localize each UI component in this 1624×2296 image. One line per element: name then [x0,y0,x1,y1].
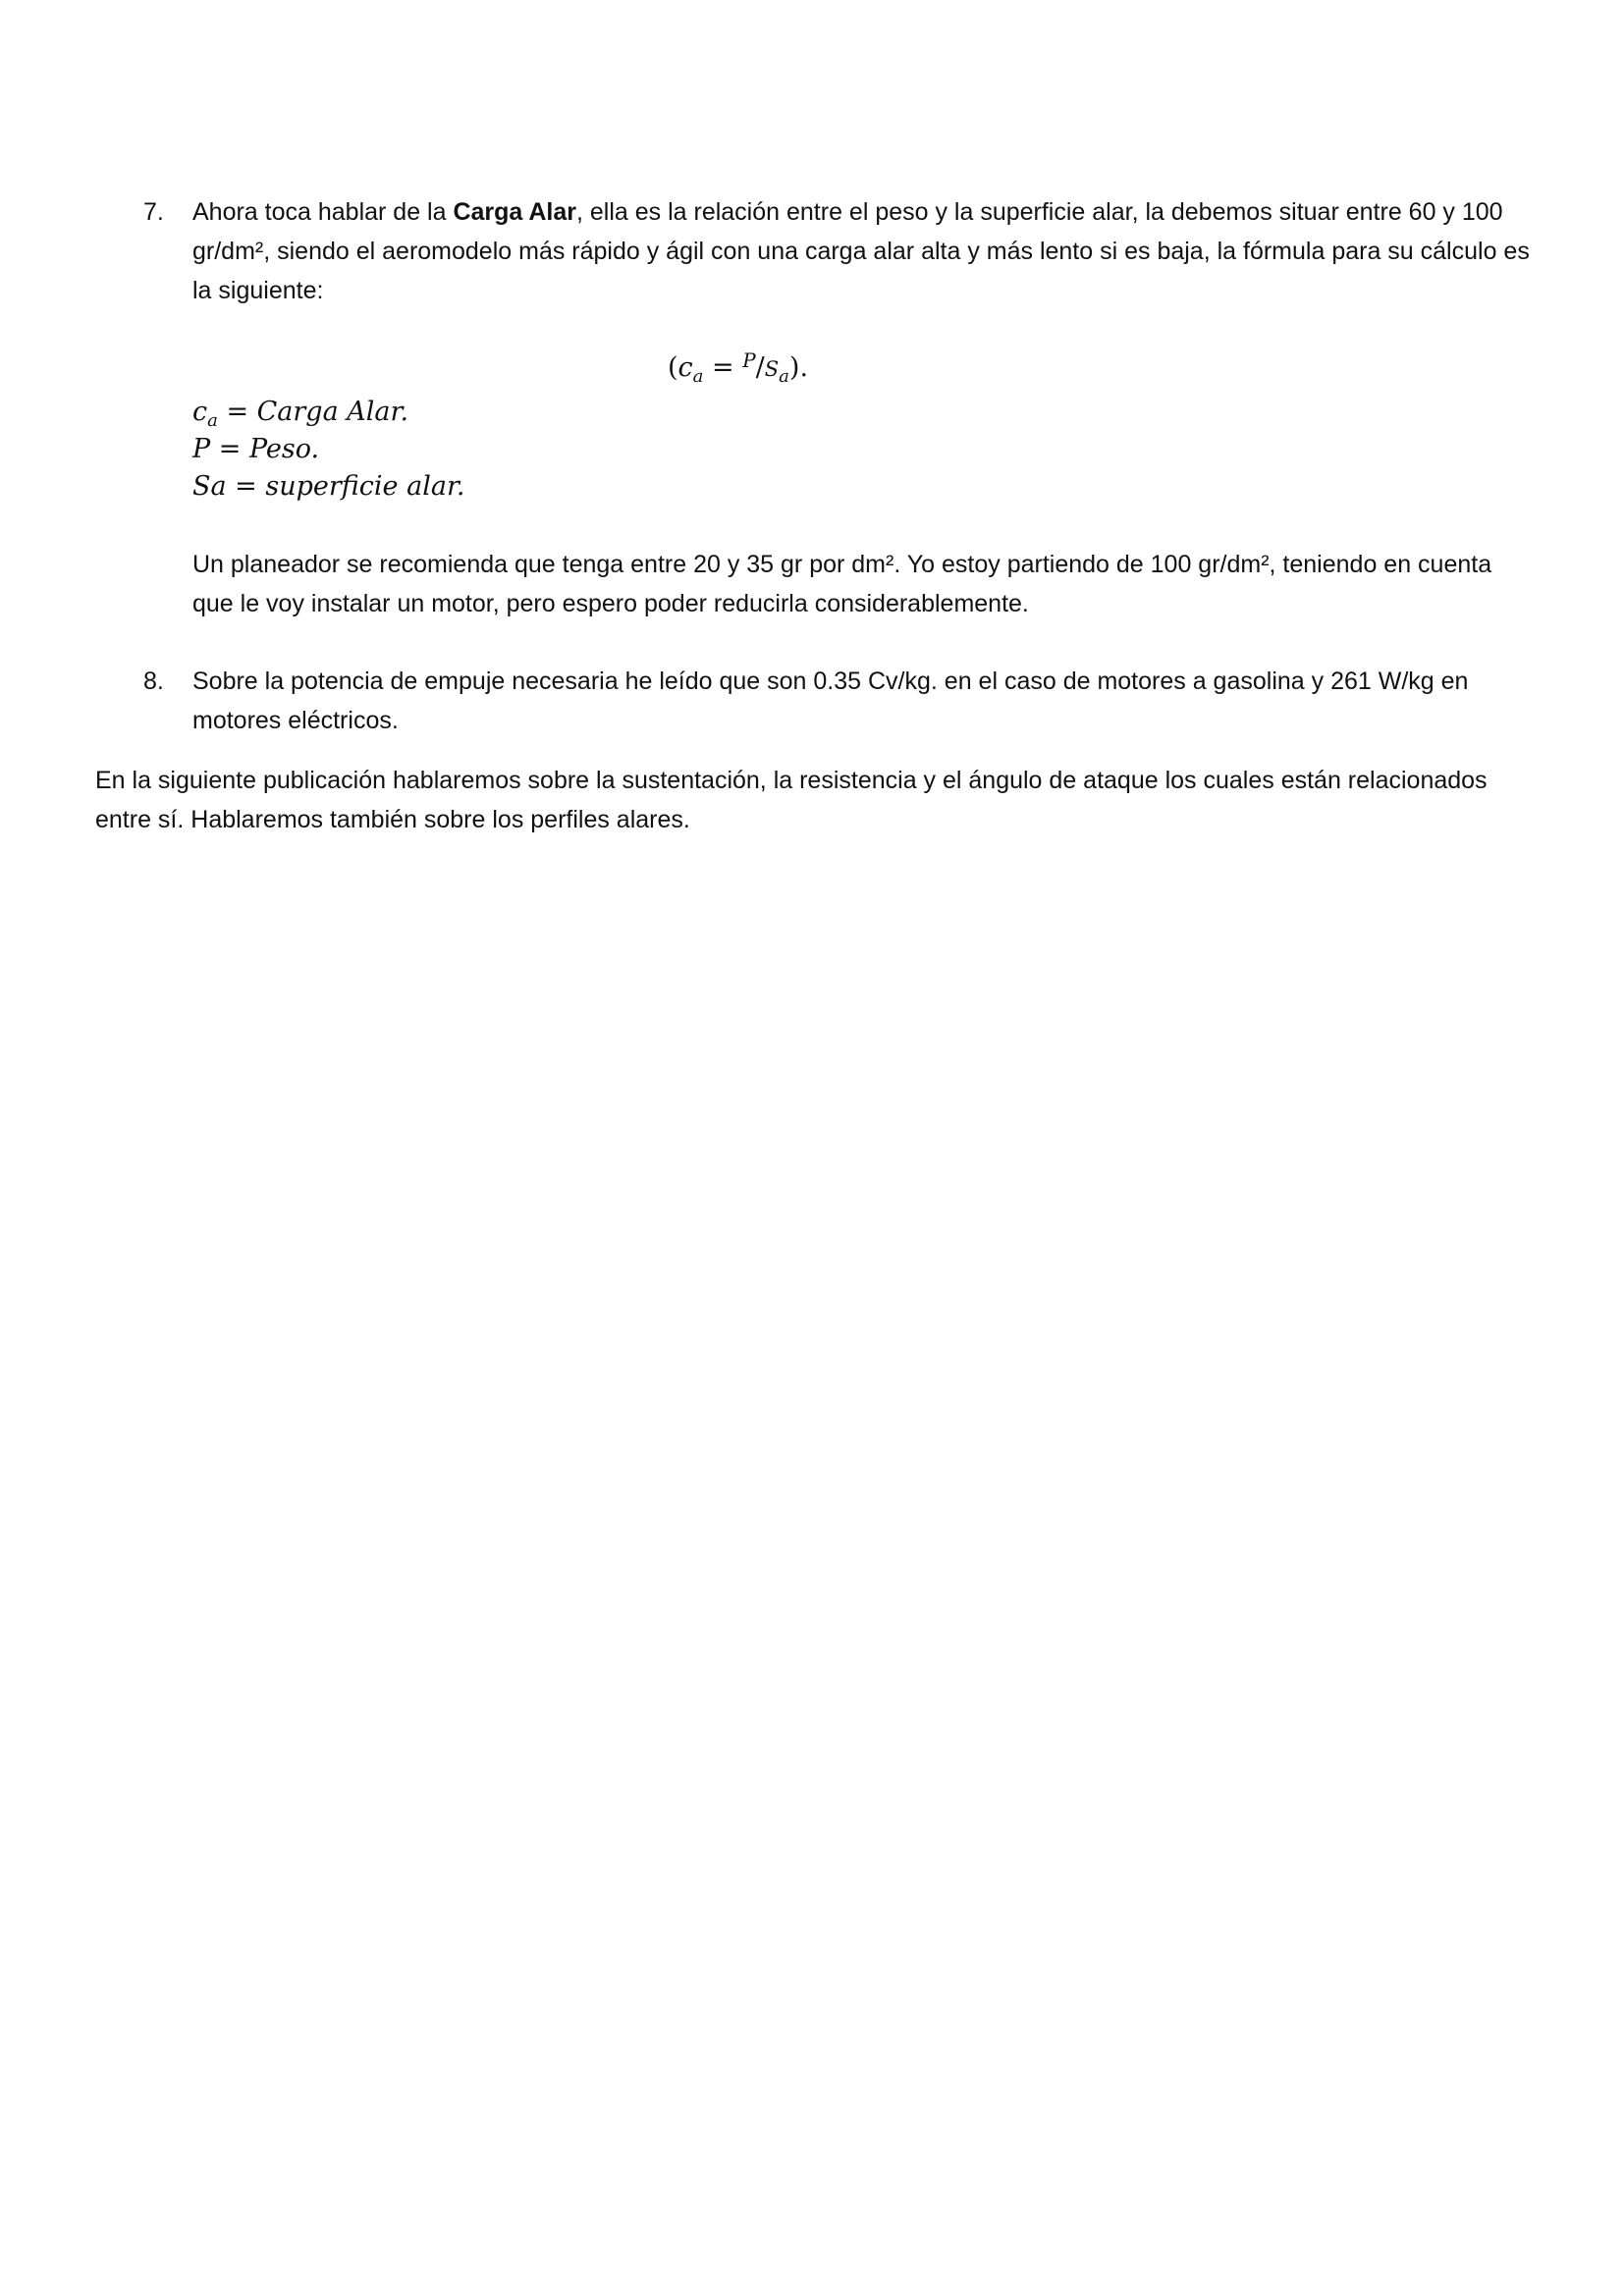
paragraph-text: , ella es la relación entre el peso y la superficie alar, la debemos situar entre 60 y 100 gr/dm², siendo el aeromodelo más rápido y ágil con una carga alar alta y más lento si es baja, la fórmula para su cálculo es la siguiente: [192,198,1530,304]
formula-definitions [192,394,464,506]
carga-alar-formula: $(c_a = ^P/S_a)$. [668,348,809,387]
list-item-body [192,192,1538,310]
closing-paragraph: En la siguiente publicación hablaremos sobre la sustentación, la resistencia y el ángulo de ataque los cuales están relacionados entre sí. Hablaremos también sobre los perfiles alares. [95,767,1488,833]
planeador-note: Un planeador se recomienda que tenga entre 20 y 35 gr por dm². Yo estoy partiendo de 100 gr/dm², teniendo en cuenta que le voy instalar un motor, pero espero poder reducirla considerablemente. [192,551,1492,617]
definition-superficie-alar: Sa = superficie alar. [192,471,465,502]
definition-peso: P = Peso. [192,434,320,464]
definition-carga-alar: $c_a$ = Carga Alar. [192,397,409,431]
bold-term: Carga Alar [453,198,576,226]
list-number: 8. [143,667,164,695]
carga-alar-paragraph [192,192,1538,310]
potencia-paragraph: Sobre la potencia de empuje necesaria he leído que son 0.35 Cv/kg. en el caso de motores a gasolina y 261 W/kg en motores eléctricos. [192,667,1469,734]
paragraph-text: Ahora toca hablar de la [192,198,454,226]
list-number: 7. [143,198,164,226]
